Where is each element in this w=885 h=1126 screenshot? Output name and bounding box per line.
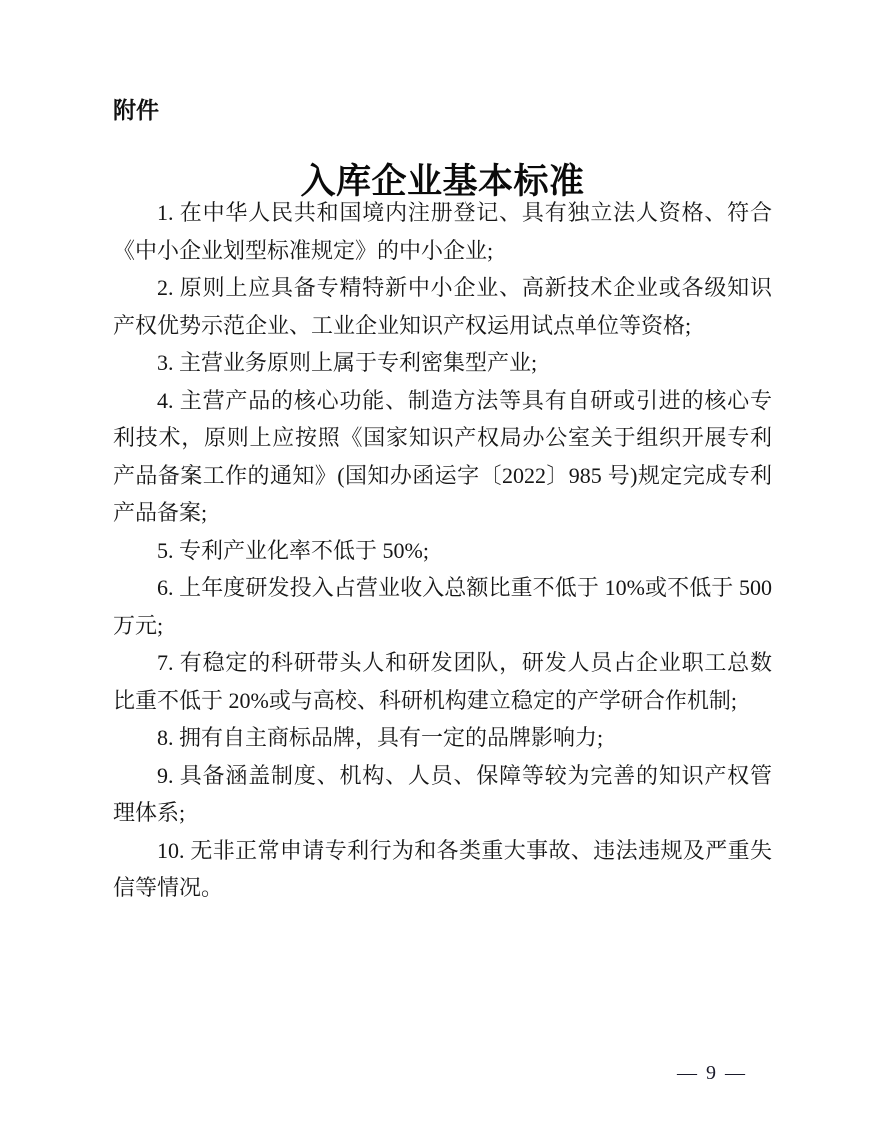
list-item: 5. 专利产业化率不低于 50%; bbox=[157, 537, 429, 563]
list-item: 7. 有稳定的科研带头人和研发团队，研发人员占企业职工总数比重不低于 20%或与高校、科研机构建立稳定的产学研合作机制; bbox=[113, 650, 772, 713]
list-item: 4. 主营产品的核心功能、制造方法等具有自研或引进的核心专利技术，原则上应按照《国家知识产权局办公室关于组织开展专利产品备案工作的通知》(国知办函运字〔2022〕985 号)规定完成专利产品备案; bbox=[113, 387, 772, 525]
page-number: — 9 — bbox=[677, 1062, 747, 1084]
list-item: 2. 原则上应具备专精特新中小企业、高新技术企业或各级知识产权优势示范企业、工业企业知识产权运用试点单位等资格; bbox=[113, 275, 772, 338]
list-item: 8. 拥有自主商标品牌，具有一定的品牌影响力; bbox=[157, 725, 604, 750]
list-item: 1. 在中华人民共和国境内注册登记、具有独立法人资格、符合《中小企业划型标准规定》的中小企业; bbox=[113, 200, 772, 263]
list-item: 6. 上年度研发投入占营业收入总额比重不低于 10%或不低于 500 万元; bbox=[113, 575, 772, 638]
document-body bbox=[113, 194, 772, 907]
list-item: 10. 无非正常申请专利行为和各类重大事故、违法违规及严重失信等情况。 bbox=[113, 837, 772, 900]
page-title: 入库企业基本标准 bbox=[300, 162, 585, 202]
list-item: 9. 具备涵盖制度、机构、人员、保障等较为完善的知识产权管理体系; bbox=[113, 762, 772, 825]
attachment-label: 附件 bbox=[113, 97, 159, 123]
list-item: 3. 主营业务原则上属于专利密集型产业; bbox=[157, 350, 538, 375]
